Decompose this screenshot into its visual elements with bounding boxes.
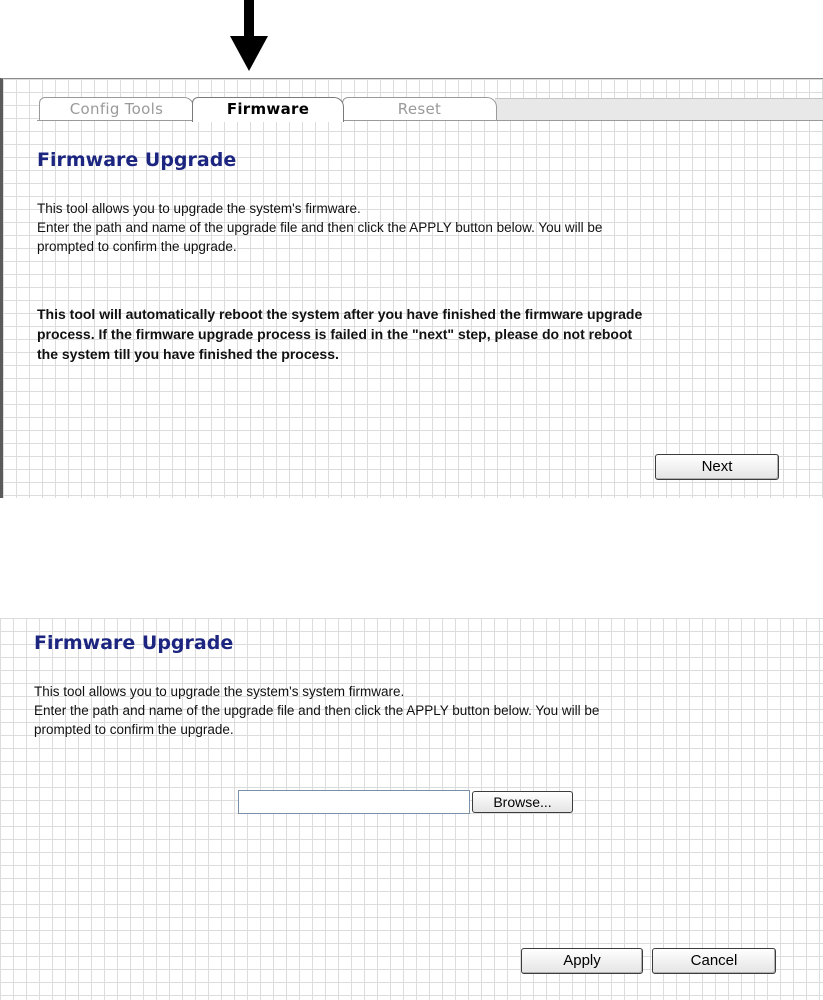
intro-line: This tool allows you to upgrade the system's system firmware. <box>34 684 405 699</box>
page-title: Firmware Upgrade <box>37 149 237 171</box>
warning-line: process. If the firmware upgrade process is failed in the "next" step, please do not reboot <box>37 326 633 342</box>
firmware-panel-step1 <box>0 78 823 498</box>
intro-line: prompted to confirm the upgrade. <box>34 722 234 737</box>
page-title: Firmware Upgrade <box>34 632 234 654</box>
intro-text <box>34 682 794 739</box>
next-button[interactable]: Next <box>655 454 779 480</box>
intro-line: prompted to confirm the upgrade. <box>37 239 237 254</box>
tab-bar <box>37 97 823 121</box>
tab-reset[interactable]: Reset <box>342 97 497 120</box>
warning-line: This tool will automatically reboot the system after you have finished the firmware upgrade <box>37 306 643 322</box>
tab-firmware[interactable]: Firmware <box>192 97 344 122</box>
firmware-panel-step2 <box>0 618 823 1000</box>
browse-button[interactable]: Browse... <box>472 791 573 813</box>
tab-baseline <box>37 120 823 121</box>
intro-text <box>37 199 797 256</box>
firmware-file-input[interactable] <box>238 790 470 814</box>
warning-text <box>37 304 807 364</box>
tab-strip-filler <box>495 98 823 121</box>
intro-line: Enter the path and name of the upgrade file and then click the APPLY button below. You will be <box>37 220 603 235</box>
warning-line: the system till you have finished the process. <box>37 346 339 362</box>
tab-config-tools[interactable]: Config Tools <box>39 97 194 120</box>
down-arrow-icon <box>229 0 269 72</box>
intro-line: Enter the path and name of the upgrade file and then click the APPLY button below. You will be <box>34 703 600 718</box>
apply-button[interactable]: Apply <box>521 948 643 974</box>
intro-line: This tool allows you to upgrade the system's firmware. <box>37 201 361 216</box>
cancel-button[interactable]: Cancel <box>652 948 776 974</box>
